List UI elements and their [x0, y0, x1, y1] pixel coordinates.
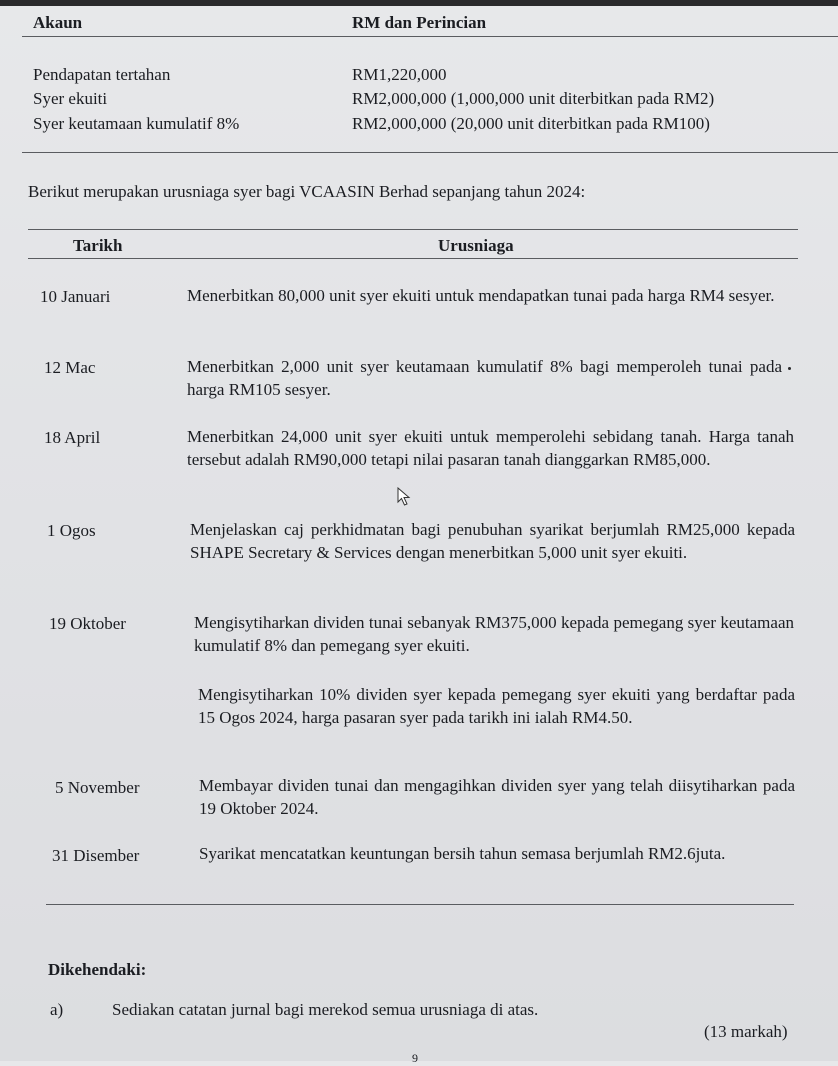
transaction-text: Menjelaskan caj perkhidmatan bagi penubuhan syarikat berjumlah RM25,000 kepada SHAPE Secretary & Services dengan menerbitkan 5,000 unit syer ekuiti.: [190, 520, 795, 562]
transaction-date: 5 November: [55, 778, 140, 797]
header-account: Akaun: [33, 13, 83, 32]
mouse-pointer-icon: [397, 487, 413, 507]
question-label: a): [50, 1000, 64, 1019]
transaction-text: Menerbitkan 2,000 unit syer keutamaan kumulatif 8% bagi memperoleh tunai pada harga RM105 sesyer.: [187, 357, 782, 399]
table-top-rule: [28, 229, 798, 230]
account-value: RM2,000,000 (1,000,000 unit diterbitkan pada RM2): [352, 89, 715, 108]
question-text: Sediakan catatan jurnal bagi merekod semua urusniaga di atas.: [112, 1000, 539, 1019]
account-name: Syer ekuiti: [33, 89, 108, 108]
account-value: RM1,220,000: [352, 65, 447, 84]
table-header-rule: [28, 258, 798, 259]
required-heading: Dikehendaki:: [48, 960, 147, 979]
transaction-date: 10 Januari: [40, 287, 111, 306]
account-name: Pendapatan tertahan: [33, 65, 171, 84]
table-header-date: Tarikh: [73, 236, 123, 255]
transaction-text: Menerbitkan 24,000 unit syer ekuiti untuk memperolehi sebidang tanah. Harga tanah tersebut adalah RM90,000 tetapi nilai pasaran tanah dianggarkan RM85,000.: [187, 427, 794, 469]
stray-mark: [788, 367, 791, 370]
account-name: Syer keutamaan kumulatif 8%: [33, 114, 240, 133]
transaction-date: 1 Ogos: [47, 521, 96, 540]
transaction-date: 19 Oktober: [49, 614, 126, 633]
transaction-text: Menerbitkan 80,000 unit syer ekuiti untuk mendapatkan tunai pada harga RM4 sesyer.: [187, 286, 775, 305]
window-top-edge: [0, 0, 838, 6]
table-bottom-rule: [46, 904, 794, 905]
accounts-bottom-rule: [22, 152, 838, 153]
table-header-transaction: Urusniaga: [438, 236, 514, 255]
transaction-text: Syarikat mencatatkan keuntungan bersih tahun semasa berjumlah RM2.6juta.: [199, 844, 726, 863]
transaction-text: Mengisytiharkan 10% dividen syer kepada pemegang syer ekuiti yang berdaftar pada 15 Ogos 2024, harga pasaran syer pada tarikh ini ialah RM4.50.: [198, 685, 795, 727]
header-rule: [22, 36, 838, 37]
transaction-date: 12 Mac: [44, 358, 96, 377]
marks-text: (13 markah): [704, 1022, 788, 1041]
transaction-date: 18 April: [44, 428, 101, 447]
transaction-date: 31 Disember: [52, 846, 140, 865]
header-details: RM dan Perincian: [352, 13, 487, 32]
transaction-text: Membayar dividen tunai dan mengagihkan dividen syer yang telah diisytiharkan pada 19 Oktober 2024.: [199, 776, 795, 818]
page-number: 9: [412, 1051, 418, 1065]
intro-text: Berikut merupakan urusniaga syer bagi VCAASIN Berhad sepanjang tahun 2024:: [28, 182, 586, 201]
account-value: RM2,000,000 (20,000 unit diterbitkan pada RM100): [352, 114, 710, 133]
transaction-text: Mengisytiharkan dividen tunai sebanyak RM375,000 kepada pemegang syer keutamaan kumulatif 8% dan pemegang syer ekuiti.: [194, 613, 794, 655]
